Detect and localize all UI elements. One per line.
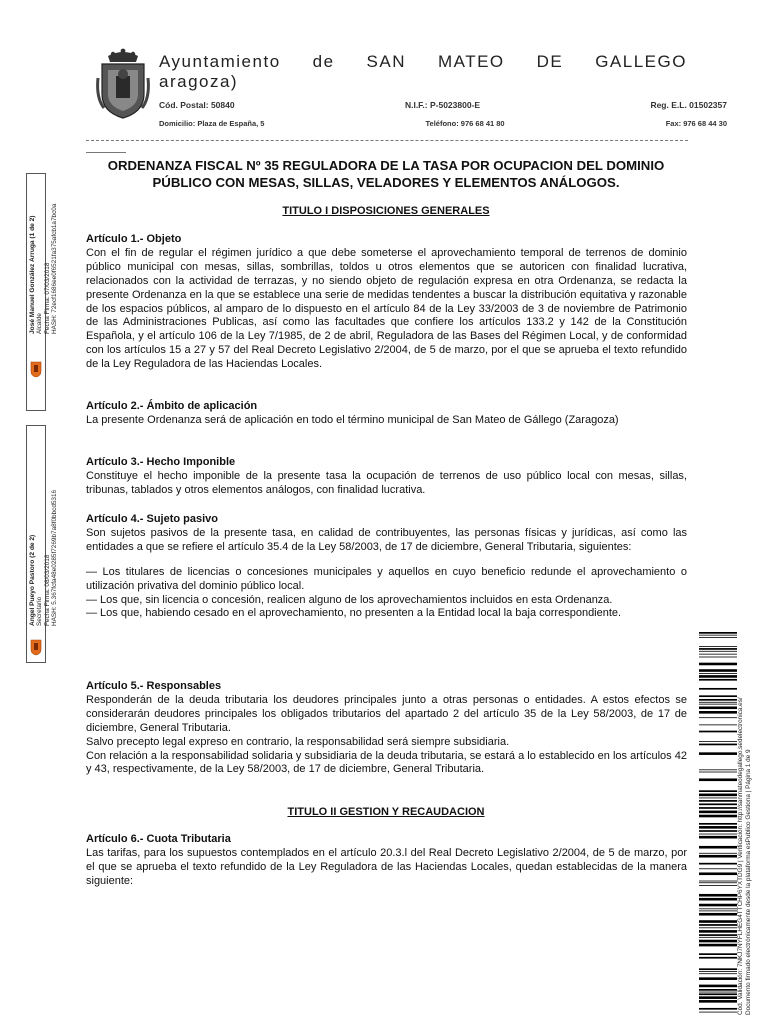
signature-date: Fecha Firma: 08/03/2018 xyxy=(43,554,51,626)
barcode-bar xyxy=(699,800,737,802)
signer-role: Secretario xyxy=(36,596,44,626)
barcode-bar xyxy=(699,989,737,991)
barcode-bar xyxy=(699,924,737,926)
article-title: Artículo 2.- Ámbito de aplicación xyxy=(86,400,258,412)
barcode-bar xyxy=(699,908,737,909)
barcode-bar xyxy=(699,731,737,733)
barcode-bar xyxy=(699,834,737,835)
barcode-bar xyxy=(699,717,737,718)
barcode-bar xyxy=(699,927,737,928)
barcode-bar xyxy=(699,632,737,634)
article-1 xyxy=(86,233,687,372)
article-title: Artículo 5.- Responsables xyxy=(86,680,222,692)
list-item: — Los que, habiendo cesado en el aprovechamiento, no presenten a la Entidad local la baja correspondiente. xyxy=(86,607,622,620)
barcode-bar xyxy=(699,778,737,781)
address: Domicilio: Plaza de España, 5 xyxy=(159,119,265,128)
verification-note xyxy=(737,697,753,1015)
list-item: — Los titulares de licencias o concesiones municipales y aquellos en cuyo beneficio redunde el aprovechamiento o utilización privativa del dominio público local. xyxy=(86,565,687,592)
barcode-bar xyxy=(699,904,737,907)
barcode-bar xyxy=(699,934,737,936)
barcode-bar xyxy=(699,993,737,995)
barcode-bar xyxy=(699,669,737,672)
barcode-bar xyxy=(699,992,737,993)
barcode-bar xyxy=(699,868,737,869)
barcode-bar xyxy=(699,675,737,678)
barcode-bar xyxy=(699,695,737,697)
barcode-bar xyxy=(699,971,737,972)
section-title-1: TITULO I DISPOSICIONES GENERALES xyxy=(282,205,490,217)
barcode-bar xyxy=(699,811,737,814)
barcode-bar xyxy=(699,940,737,943)
barcode-bar xyxy=(699,968,737,970)
signature-text xyxy=(29,490,59,626)
barcode-bar xyxy=(699,663,737,666)
article-text: Responderán de la deuda tributaria los deudores principales junto a otras personas o entidades. A estos efectos se considerarán deudores principales los obligados tributarios del apartado 2 del artículo 35 de la Ley 58/2003, de 17 de diciembre, General Tributaria. xyxy=(86,693,687,734)
barcode-bar xyxy=(699,853,737,854)
header-divider xyxy=(86,140,688,141)
barcode-bar xyxy=(699,752,737,755)
article-text: Constituye el hecho imponible de la presente tasa la ocupación de terrenos de uso público local con mesas, sillas, tribunas, tablados y otros elementos análogos, con finalidad lucrativa. xyxy=(86,469,687,496)
title-word: de xyxy=(312,52,335,71)
barcode-bar xyxy=(699,807,737,809)
municipality-title xyxy=(159,52,687,92)
barcode-bar xyxy=(699,769,737,770)
barcode-bar xyxy=(699,688,737,690)
document-title: ORDENANZA FISCAL Nº 35 REGULADORA DE LA TASA POR OCUPACION DEL DOMINIO PÚBLICO CON MESAS, SILLAS, VELADORES Y ELEMENTOS ANÁLOGOS. xyxy=(107,158,665,190)
phone: Teléfono: 976 68 41 80 xyxy=(425,119,505,128)
article-text: Con relación a la responsabilidad solidaria y subsidiaria de la deuda tributaria, se estará a lo establecido en los artículos 42 y 43, respectivamente, de la Ley 58/2003, de 17 de diciembre, General Tributaria. xyxy=(86,749,687,776)
barcode-bar xyxy=(699,882,737,883)
barcode-bar xyxy=(699,706,737,709)
barcode-bar xyxy=(699,803,737,805)
barcode-bar xyxy=(699,815,737,818)
title-word: MATEO xyxy=(437,52,505,71)
mini-crest-icon xyxy=(30,638,42,656)
barcode-bar xyxy=(699,836,737,839)
barcode-bar xyxy=(699,651,737,652)
barcode-bar xyxy=(699,996,737,999)
section-title-2: TITULO II GESTION Y RECAUDACION xyxy=(287,806,485,818)
barcode-bar xyxy=(699,977,737,980)
barcode-bar xyxy=(699,772,737,773)
barcode-bar xyxy=(699,930,737,933)
barcode-bar xyxy=(699,953,737,955)
header-info-row xyxy=(159,100,727,110)
barcode-bar xyxy=(699,985,737,988)
barcode-bar xyxy=(699,920,737,923)
barcode-bar xyxy=(699,794,737,797)
article-title: Artículo 3.- Hecho Imponible xyxy=(86,456,236,468)
barcode-bar xyxy=(699,648,737,650)
barcode-bar xyxy=(699,637,737,638)
barcode-bar xyxy=(699,657,737,658)
signature-stamp-1 xyxy=(26,173,59,411)
barcode-bar xyxy=(699,846,737,849)
verification-platform: Documento firmado electrónicamente desde la plataforma esPublico Gestiona | Página 1 de 9 xyxy=(745,749,752,1015)
list-item: — Los que, sin licencia o concesión, realicen alguno de los aprovechamientos incluidos en esta Ordenanza. xyxy=(86,593,613,606)
barcode-bar xyxy=(699,823,737,825)
postal-code: Cód. Postal: 50840 xyxy=(159,100,235,110)
municipal-crest-logo xyxy=(96,48,150,120)
barcode-bar xyxy=(699,937,737,938)
signature-hash: HASH: 72ecf1686ee0f6521fa375afcb1a7bc0a xyxy=(51,203,59,334)
article-text: Son sujetos pasivos de la presente tasa, en calidad de contribuyentes, las personas físicas y jurídicas, así como las entidades a que se refiere el artículo 35.4 de la Ley 58/2003, de 17 de diciembre, General Tributaria, siguientes: xyxy=(86,526,687,553)
barcode-bar xyxy=(699,910,737,911)
signature-text xyxy=(29,204,59,334)
barcode-bar xyxy=(699,673,737,674)
article-5 xyxy=(86,680,687,777)
barcode-bar xyxy=(699,711,737,714)
barcode-bar xyxy=(699,1012,737,1013)
fax: Fax: 976 68 44 30 xyxy=(665,119,727,128)
article-title: Artículo 6.- Cuota Tributaria xyxy=(86,833,231,845)
title-line2: aragoza) xyxy=(159,72,239,91)
barcode-bar xyxy=(699,898,737,901)
article-text: Salvo precepto legal expreso en contrario, la responsabilidad será siempre subsidiaria. xyxy=(86,735,510,748)
barcode-bar xyxy=(699,855,737,858)
title-word: SAN xyxy=(366,52,406,71)
nif: N.I.F.: P-5023800-E xyxy=(404,100,481,110)
article-6 xyxy=(86,833,687,889)
barcode-bar xyxy=(699,913,737,916)
registry-number: Reg. E.L. 01502357 xyxy=(650,100,727,110)
barcode-bar xyxy=(699,826,737,829)
barcode-bar xyxy=(699,830,737,832)
article-text: La presente Ordenanza será de aplicación en todo el término municipal de San Mateo de Gállego (Zaragoza) xyxy=(86,413,619,426)
barcode-bar xyxy=(699,646,737,647)
barcode-bar xyxy=(699,654,737,655)
barcode-bar xyxy=(699,872,737,875)
title-word: Ayuntamiento xyxy=(159,52,281,71)
signer-role: Alcalde xyxy=(36,313,44,334)
article-title: Artículo 1.- Objeto xyxy=(86,233,182,245)
signer-name: José Manuel González Arruga (1 de 2) xyxy=(29,215,36,334)
barcode-bar xyxy=(699,699,737,701)
barcode-bar xyxy=(699,885,737,886)
title-word: GALLEGO xyxy=(595,52,687,71)
mini-crest-icon xyxy=(30,360,42,378)
header-divider-short xyxy=(86,152,126,153)
barcode-bar xyxy=(699,741,737,742)
article-4 xyxy=(86,513,687,621)
barcode-bar xyxy=(699,679,737,681)
article-2 xyxy=(86,400,687,428)
signature-date: Fecha Firma: 07/03/2018 xyxy=(43,262,51,334)
barcode-bar xyxy=(699,790,737,792)
barcode-bar xyxy=(699,1000,737,1003)
barcode-bar xyxy=(699,881,737,882)
article-title: Artículo 4.- Sujeto pasivo xyxy=(86,513,219,525)
article-text: Las tarifas, para los supuestos contemplados en el artículo 20.3.l del Real Decreto Legislativo 2/2004, de 5 de marzo, por el que se aprueba el texto refundido de la Ley Reguladora de las Haciendas Locales, quedan establecidas de la manera siguiente: xyxy=(86,846,687,887)
barcode-bar xyxy=(699,798,737,799)
article-text: Con el fin de regular el régimen jurídico a que debe someterse el aprovechamiento temporal de terrenos de dominio público municipal con mesas, sillas, sombrillas, toldos u otros elementos que se autoricen con finalidad lucrativa, relacionados con la actividad de terrazas, y no siendo objeto de regulación expresa en otra Ordenanza, se redacta la presente Ordenanza en la que se establece una serie de medidas tendentes a buscar la distribución equitativa y razonable de los espacios públicos, al amparo de lo dispuesto en el artículo 84 de la Ley 33/2003 de 3 de noviembre de Patrimonio de las Administraciones Publicas, así como las facultades que confiere los artículos 133.2 y 142 de la Constitución Española, y el artículo 106 de la Ley 7/1985, de 2 de abril, Reguladora de las Bases del Régimen Local, y de conformidad con los artículos 15 a 27 y 57 del Real Decreto Legislativo 2/2004, de 5 de marzo, por el que se aprueba el texto refundido de la Ley Reguladora de las Haciendas Locales. xyxy=(86,246,687,371)
signer-name: Angel Pueyo Pastoro (2 de 2) xyxy=(29,534,36,626)
title-word: DE xyxy=(536,52,564,71)
barcode-bar xyxy=(699,744,737,746)
barcode-bar xyxy=(699,944,737,947)
signature-stamp-2 xyxy=(26,425,59,663)
verification-code: Cód. Validación: 7NKJ7NYFLHEG4TTCHP6YXTDG9 | Verificación: http://sanmateodegallego.sedelectronica.es/ xyxy=(737,697,744,1015)
barcode-bar xyxy=(699,957,737,959)
signature-hash: HASH: 5.367fcfa48e0285f7269b7a8f0bbcd5316 xyxy=(51,489,59,626)
barcode-bar xyxy=(699,704,737,705)
header-contact-row xyxy=(159,119,727,128)
barcode-bar xyxy=(699,1008,737,1010)
barcode-bar xyxy=(699,894,737,897)
barcode-bar xyxy=(699,863,737,865)
verification-barcode xyxy=(699,632,737,1013)
barcode-bar xyxy=(699,635,737,636)
barcode-bar xyxy=(699,724,737,725)
barcode-bar xyxy=(699,973,737,974)
article-3 xyxy=(86,456,687,498)
barcode-bar xyxy=(699,702,737,703)
